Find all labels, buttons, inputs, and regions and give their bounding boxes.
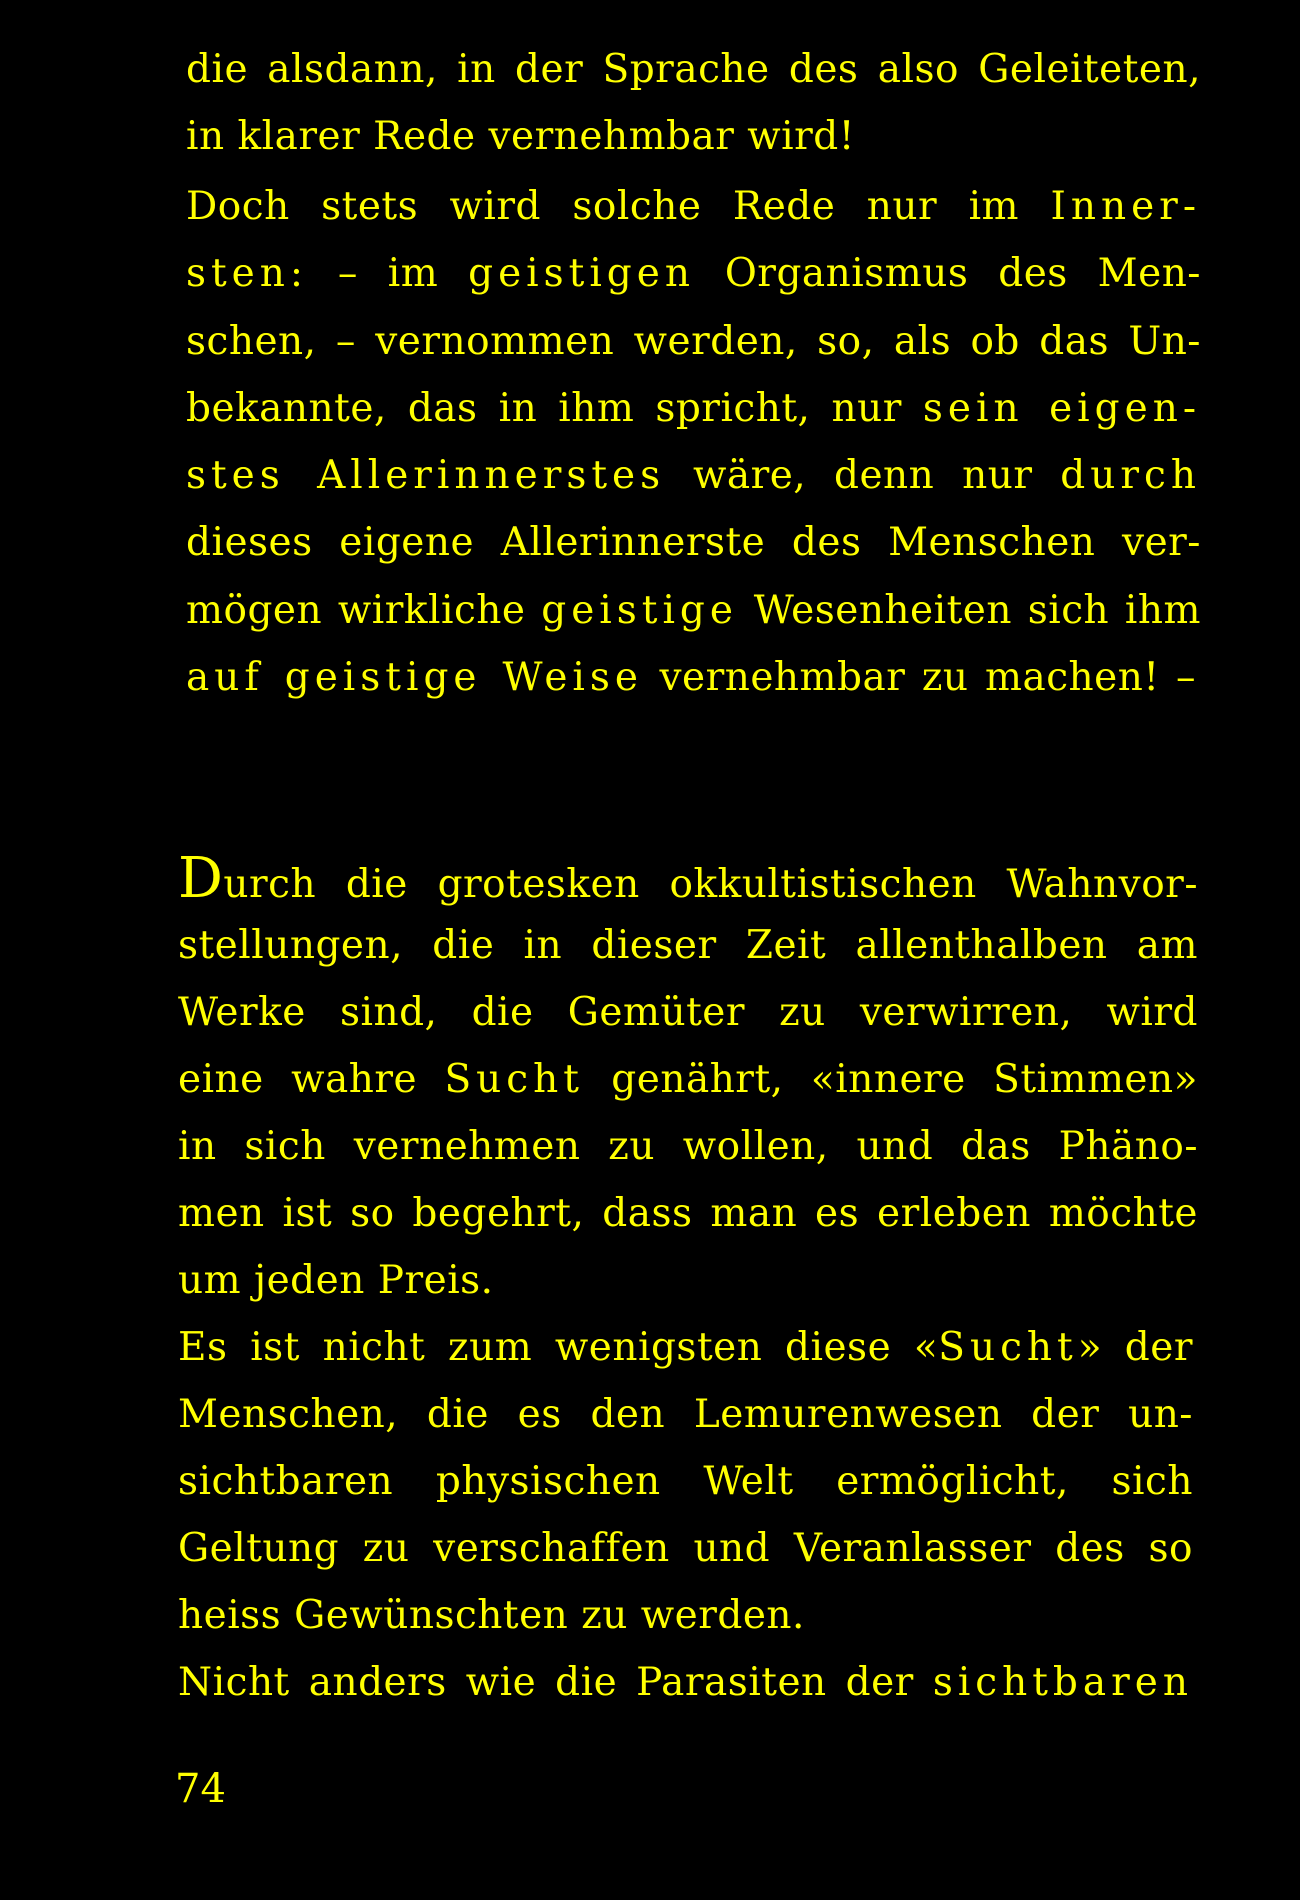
text-line <box>186 183 1201 231</box>
text-line <box>178 989 1198 1037</box>
spaced-text: Inner- <box>1050 184 1201 229</box>
spaced-text: durch <box>1060 453 1201 498</box>
text-span: » der <box>1077 1325 1193 1370</box>
text-line <box>186 385 1201 433</box>
text-line <box>186 587 1201 635</box>
spaced-text: sichtbaren <box>932 1660 1193 1705</box>
text-line <box>178 1123 1198 1171</box>
text-span: schen, – vernommen werden, so, als ob das Un- <box>186 319 1201 364</box>
spaced-text: Sucht <box>938 1325 1078 1370</box>
text-span: eine wahre <box>178 1057 445 1102</box>
text-span: genährt, «innere Stimmen» <box>583 1057 1198 1102</box>
text-span: wäre, denn nur <box>665 453 1061 498</box>
text-span: Geltung zu verschaffen und Veranlasser des so <box>178 1526 1193 1571</box>
text-line <box>178 1458 1193 1506</box>
spaced-text: stes Allerinnerstes <box>186 453 666 498</box>
text-line <box>178 1257 494 1305</box>
text-line <box>178 1190 1198 1238</box>
text-span: Doch stets wird solche Rede nur im <box>186 184 1051 229</box>
text-line <box>186 113 855 161</box>
text-line <box>178 1391 1193 1439</box>
text-span: um jeden Preis. <box>178 1258 494 1303</box>
text-span: in sich vernehmen zu wollen, und das Phäno- <box>178 1124 1198 1169</box>
text-line <box>186 250 1201 298</box>
text-span: in klarer Rede vernehmbar wird! <box>186 114 855 159</box>
text-span: Organismus des Men- <box>694 251 1201 296</box>
text-line <box>178 1592 805 1640</box>
spaced-text: auf <box>186 655 285 700</box>
text-line <box>178 922 1198 970</box>
text-span: sichtbaren physischen Welt ermöglicht, sich <box>178 1459 1193 1504</box>
text-span: Nicht anders wie die Parasiten der <box>178 1660 933 1705</box>
spaced-text: geistigen <box>468 251 695 296</box>
text-span: vernehmbar zu machen! – <box>643 655 1196 700</box>
text-line <box>186 46 1201 94</box>
text-span: Menschen, die es den Lemurenwesen der un- <box>178 1392 1193 1437</box>
text-span: dieses eigene Allerinnerste des Menschen ver- <box>186 520 1201 565</box>
drop-cap: D <box>178 846 224 911</box>
text-line <box>186 452 1201 500</box>
text-span: Wesenheiten sich ihm <box>737 588 1201 633</box>
text-line <box>178 846 1198 911</box>
text-span: die alsdann, in der Sprache des also Geleiteten, <box>186 47 1201 92</box>
text-span: – im <box>308 251 469 296</box>
text-span: stellungen, die in dieser Zeit allenthalben am <box>178 923 1198 968</box>
spaced-text: sten: <box>186 251 309 296</box>
text-span: Werke sind, die Gemüter zu verwirren, wird <box>178 990 1198 1035</box>
text-line <box>178 1324 1193 1372</box>
text-span: mögen wirkliche <box>186 588 542 633</box>
page-number: 74 <box>175 1766 226 1812</box>
text-line <box>178 1056 1198 1104</box>
text-span: men ist so begehrt, dass man es erleben möchte <box>178 1191 1198 1236</box>
spaced-text: sein eigen- <box>922 386 1201 431</box>
text-span: urch die grotesken okkultistischen Wahnvor- <box>223 862 1198 907</box>
spaced-text: geistige <box>541 588 738 633</box>
text-span: heiss Gewünschten zu werden. <box>178 1593 805 1638</box>
text-line <box>186 519 1201 567</box>
text-span: bekannte, das in ihm spricht, nur <box>186 386 923 431</box>
text-line <box>178 1525 1193 1573</box>
text-span: Es ist nicht zum wenigsten diese « <box>178 1325 939 1370</box>
spaced-text: Sucht <box>444 1057 584 1102</box>
text-line <box>186 318 1201 366</box>
text-line <box>186 654 1196 702</box>
text-line <box>178 1659 1193 1707</box>
spaced-text: geistige Weise <box>284 655 644 700</box>
